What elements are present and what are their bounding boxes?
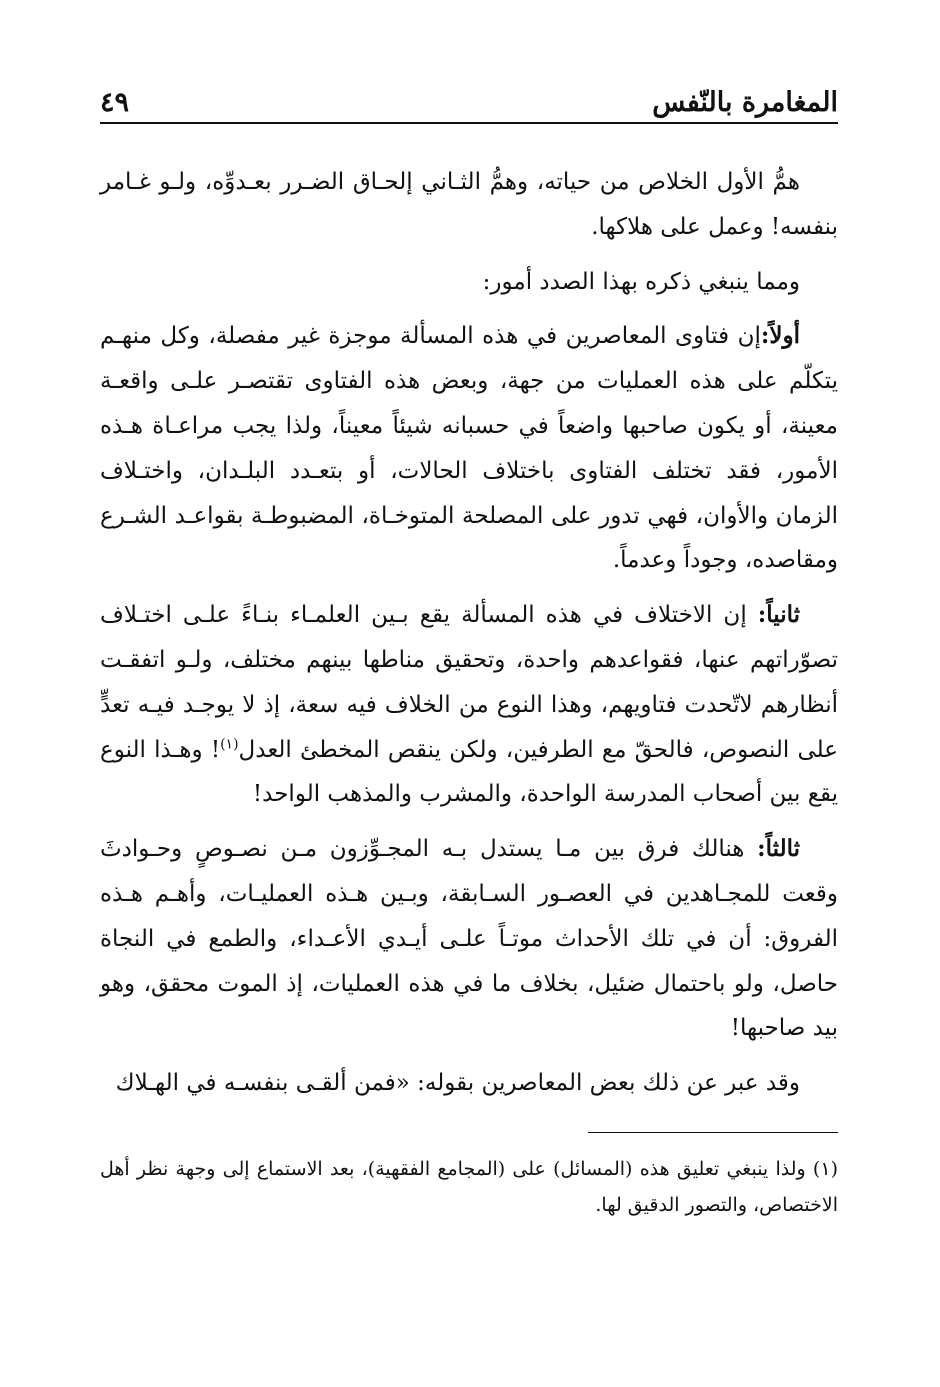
point-label-second: ثانياً:: [757, 601, 801, 629]
page-number: ٤٩: [100, 87, 130, 118]
footnote-reference[interactable]: (١): [220, 735, 239, 752]
paragraph-1: [100, 160, 838, 250]
paragraph-second-point-text-cont: ! وهـذا النوع يقع بين أصحاب المدرسة الواحدة، والمشرب والمذهب الواحد!: [100, 736, 838, 808]
body-text: [100, 160, 838, 1106]
footnote-separator: [588, 1132, 838, 1133]
paragraph-1-text: همُّ الأول الخلاص من حياته، وهمُّ الثـاني إلحـاق الضـرر بعـدوِّه، ولـو غـامر بنفسه! وعمل على هلاكها.: [100, 169, 838, 240]
paragraph-2-text: ومما ينبغي ذكره بهذا الصدد أمور:: [482, 268, 800, 295]
paragraph-third-point: [100, 827, 838, 1051]
running-header: [100, 72, 838, 118]
footnote: [100, 1151, 838, 1223]
point-label-third: ثالثاً:: [757, 835, 800, 863]
footnote-text: (١) ولذا ينبغي تعليق هذه (المسائل) على (المجامع الفقهية)، بعد الاستماع إلى وجهة نظر أهل الاختصاص، والتصور الدقيق لها.: [100, 1157, 838, 1216]
point-label-first: أولاً:: [760, 322, 800, 350]
paragraph-first-point: [100, 314, 838, 583]
header-rule: [100, 122, 838, 124]
paragraph-second-point: [100, 593, 838, 817]
paragraph-first-point-text: إن فتاوى المعاصرين في هذه المسألة موجزة غير مفصلة، وكل منهـم يتكلّم على هذه العمليات من جهة، وبعض هذه الفتاوى تقتصـر علـى واقعـة معينة، أو يكون صاحبها واضعاً في حسبانه شيئاً معيناً، ولذا يجب مراعـاة هـذه الأمور، فقد تختلف الفتاوى باختلاف الحالات، أو بتعـدد البلـدان، واختـلاف الزمان والأوان، فهي تدور على المصلحة المتوخـاة، المضبوطـة بقواعـد الشـرع ومقاصده، وجوداً وعدماً.: [100, 323, 838, 574]
paragraph-second-point-text: إن الاختلاف في هذه المسألة يقع بـين العلمـاء بنـاءً علـى اختـلاف تصوّراتهم عنها، فقواعدهم واحدة، وتحقيق مناطها بينهم مختلف، ولـو اتفقـت أنظارهم لاتّحدت فتاويهم، وهذا النوع من الخلاف فيه سعة، إذ لا يوجـد فيـه تعدٍّ على النصوص، فالحقّ مع الطرفين، ولكن ينقص المخطئ العدل: [100, 602, 838, 763]
paragraph-third-point-text: هنالك فرق بين مـا يستدل بـه المجـوِّزون مـن نصـوصٍ وحـوادثَ وقعت للمجـاهدين في العصـور السـابقة، وبـين هـذه العمليـات، وأهـم هـذه الفروق: أن في تلك الأحداث موتـاً علـى أيـدي الأعـداء، والطمع في النجاة حاصل، ولو باحتمال ضئيل، بخلاف ما في هذه العمليات، إذ الموت محقق، وهو بيد صاحبها!: [100, 836, 838, 1042]
book-page: [100, 72, 838, 1223]
paragraph-quote-start-text: وقد عبر عن ذلك بعض المعاصرين بقوله: «فمن ألقـى بنفسـه في الهـلاك: [115, 1070, 800, 1097]
paragraph-2: [100, 260, 838, 305]
running-title: المغامرة بالنّفس: [652, 87, 838, 118]
paragraph-quote-start: [100, 1061, 838, 1106]
